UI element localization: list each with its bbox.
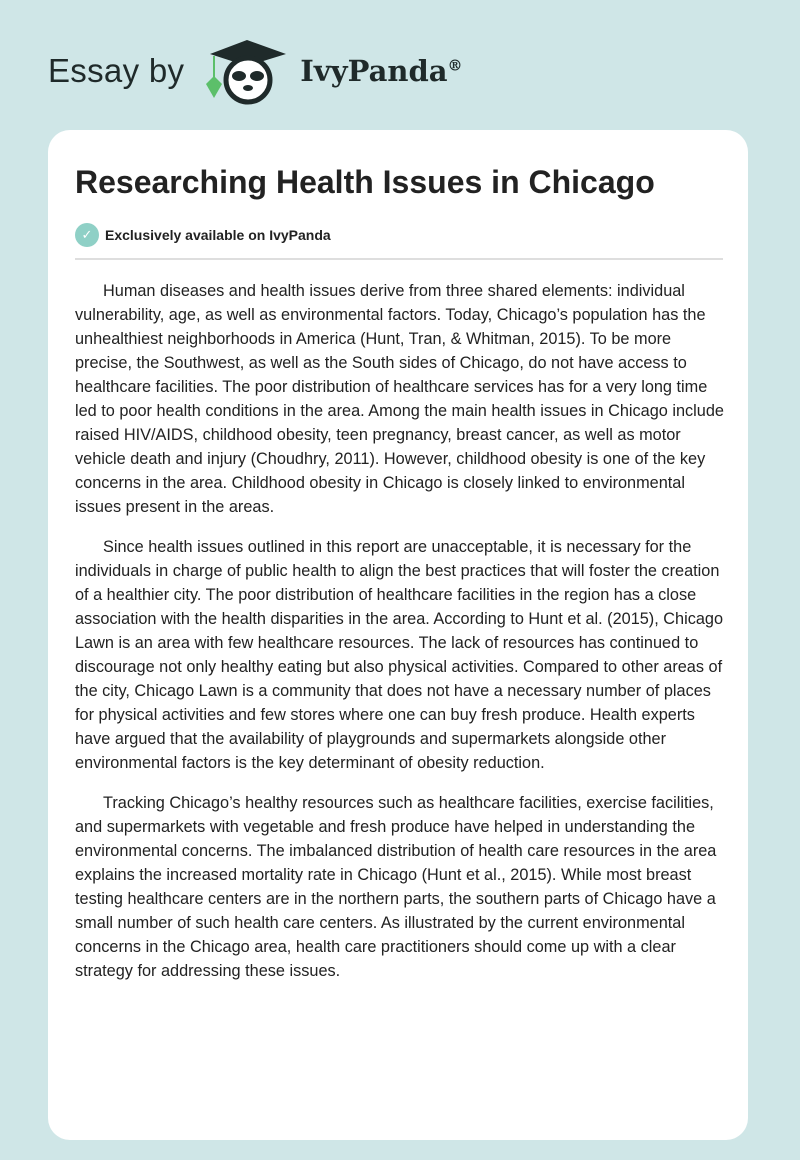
- brand-name: IvyPanda®: [300, 54, 463, 88]
- essay-card: [48, 130, 748, 1140]
- divider: [75, 258, 723, 260]
- badge-text: Exclusively available on IvyPanda: [105, 227, 331, 243]
- paragraph: Tracking Chicago’s healthy resources such as healthcare facilities, exercise facilities, and supermarkets with vegetable and fresh produce have helped in understanding the environmental concerns. The imbalanced distribution of health care resources in the area explains the increased mortality rate in Chicago (Hunt et al., 2015). While most breast testing healthcare centers are in the northern parts, the southern parts of Chicago have a small number of such health care centers. As illustrated by the current environmental concerns in the Chicago area, health care practitioners should come up with a clear strategy for addressing these issues.: [75, 794, 717, 980]
- paragraph: Since health issues outlined in this report are unacceptable, it is necessary for the individuals in charge of public health to align the best practices that will foster the creation of a healthier city. The poor distribution of healthcare facilities in the region has a close association with the health disparities in the area. According to Hunt et al. (2015), Chicago Lawn is an area with few healthcare resources. The lack of resources has continued to discourage not only healthy eating but also physical activities. Compared to other areas of the city, Chicago Lawn is a community that does not have a necessary number of places for physical activities and few stores where one can buy fresh produce. Health experts have argued that the availability of playgrounds and supermarkets alongside other environmental factors is the key determinant of obesity reduction.: [75, 538, 724, 772]
- page-title: Researching Health Issues in Chicago: [75, 164, 655, 200]
- site-header: [48, 36, 463, 106]
- ivypanda-logo-icon[interactable]: [202, 36, 292, 106]
- checkmark-icon: ✓: [75, 223, 99, 247]
- exclusive-badge: [75, 223, 331, 247]
- paragraph: Human diseases and health issues derive from three shared elements: individual vulnerability, age, as well as environmental factors. Today, Chicago’s population has the unhealthiest neighborhoods in America (Hunt, Tran, & Whitman, 2015). To be more precise, the Southwest, as well as the South sides of Chicago, do not have access to healthcare facilities. The poor distribution of healthcare services has for a very long time led to poor health conditions in the area. Among the main health issues in Chicago include raised HIV/AIDS, childhood obesity, teen pregnancy, breast cancer, as well as motor vehicle death and injury (Choudhry, 2011). However, childhood obesity is one of the key concerns in the area. Childhood obesity in Chicago is closely linked to environmental issues present in the areas.: [75, 282, 724, 516]
- essay-by-label: Essay by: [48, 52, 185, 89]
- essay-body: [75, 279, 727, 999]
